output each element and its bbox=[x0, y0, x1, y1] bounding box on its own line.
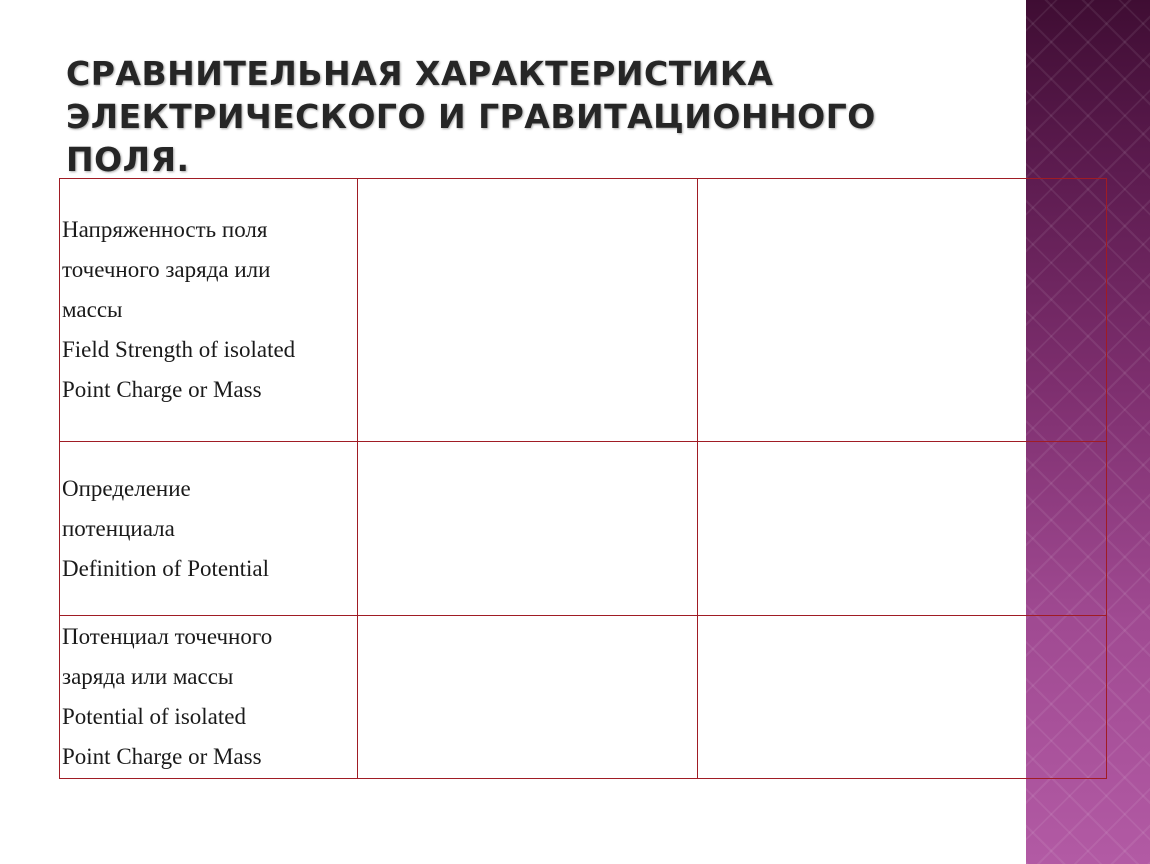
label-line: потенциала bbox=[62, 515, 175, 541]
label-line: Point Charge or Mass bbox=[62, 744, 262, 769]
label-line: точечного заряда или bbox=[62, 257, 271, 282]
gravitational-field-cell bbox=[698, 179, 1107, 442]
table-row bbox=[60, 442, 1107, 616]
row-label-cell bbox=[60, 616, 358, 779]
title-line: ЭЛЕКТРИЧЕСКОГО И ГРАВИТАЦИОННОГО bbox=[66, 97, 876, 136]
label-line: Field Strength of isolated bbox=[62, 337, 296, 362]
row-label-cell bbox=[60, 442, 358, 616]
label-line: Point Charge or Mass bbox=[62, 377, 262, 402]
electric-field-cell bbox=[358, 179, 698, 442]
title-line: СРАВНИТЕЛЬНАЯ ХАРАКТЕРИСТИКА bbox=[66, 54, 774, 93]
gravitational-field-cell bbox=[698, 442, 1107, 616]
label-line: Potential of isolated bbox=[62, 704, 246, 729]
label-line: Definition of Potential bbox=[62, 555, 269, 581]
row-label-cell bbox=[60, 179, 358, 442]
label-line: Определение bbox=[62, 475, 191, 501]
label-line: Потенциал точечного bbox=[62, 624, 273, 649]
comparison-table bbox=[59, 178, 1107, 779]
title-line: ПОЛЯ. bbox=[66, 140, 190, 179]
table-row bbox=[60, 616, 1107, 779]
slide-title bbox=[66, 52, 966, 181]
label-line: заряда или массы bbox=[62, 664, 234, 689]
label-line: массы bbox=[62, 297, 123, 322]
electric-field-cell bbox=[358, 442, 698, 616]
label-line: Напряженность поля bbox=[62, 217, 268, 242]
electric-field-cell bbox=[358, 616, 698, 779]
table-row bbox=[60, 179, 1107, 442]
gravitational-field-cell bbox=[698, 616, 1107, 779]
